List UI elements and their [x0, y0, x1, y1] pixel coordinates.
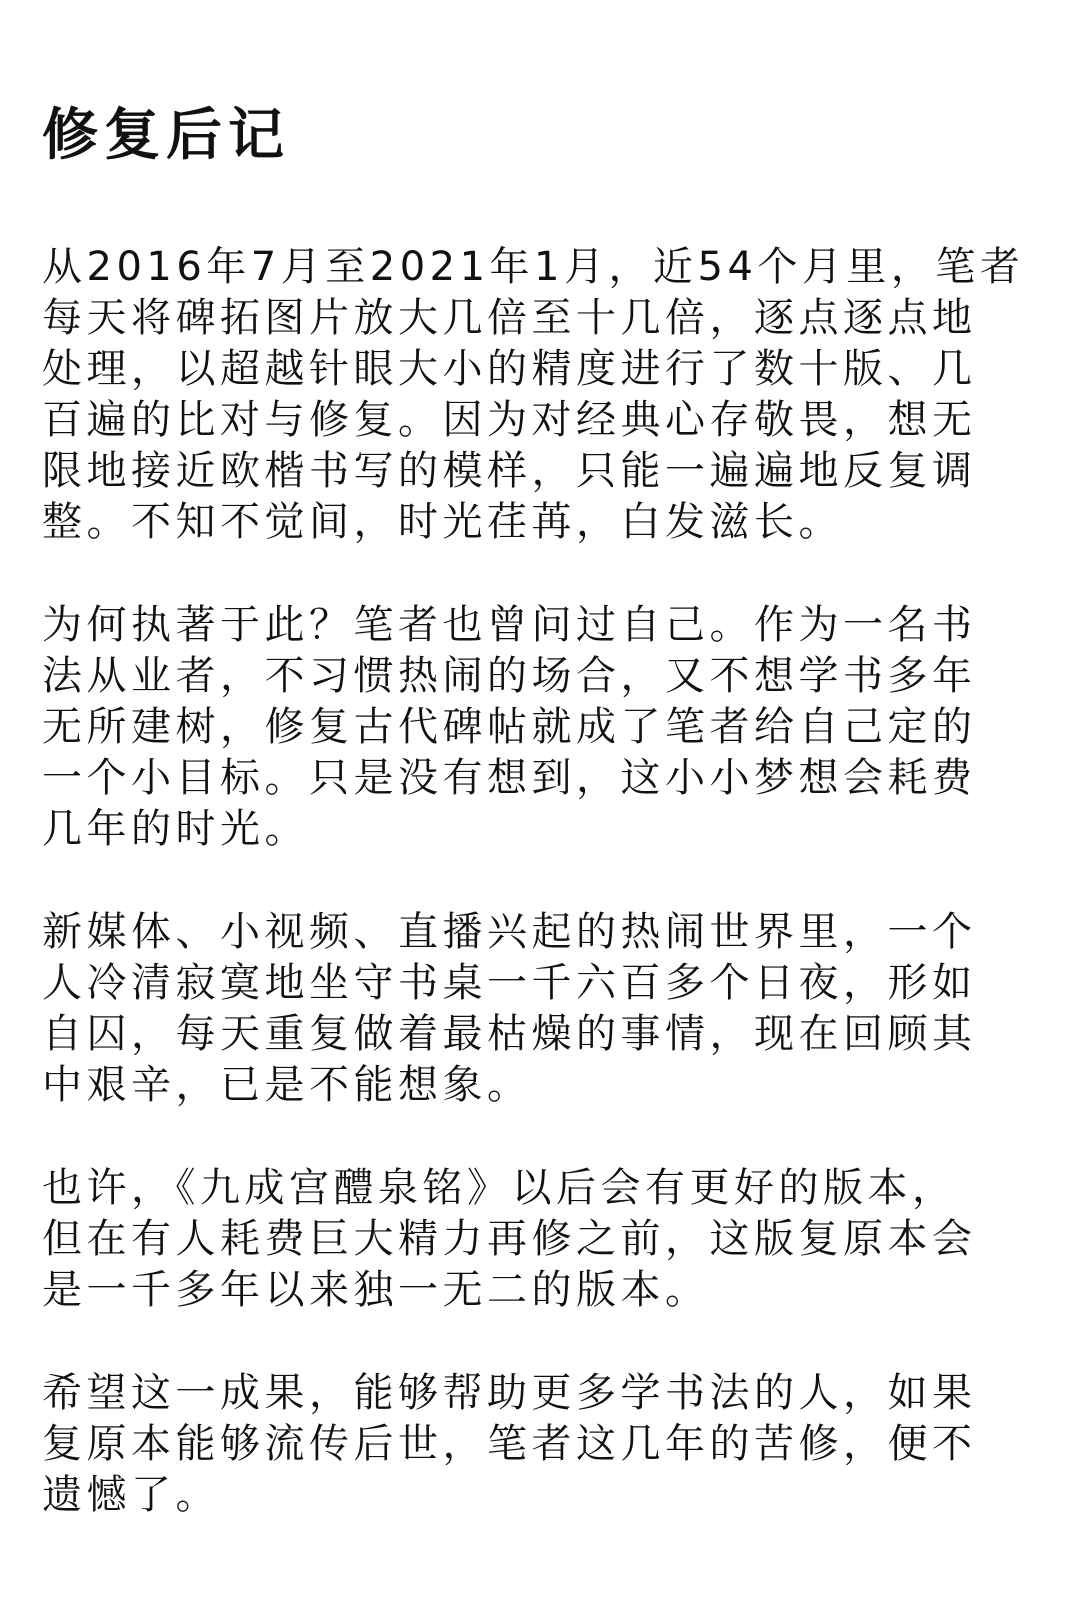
paragraph-3: 新媒体、小视频、直播兴起的热闹世界里，一个 人冷清寂寞地坐守书桌一千六百多个日夜，形如 自囚，每天重复做着最枯燥的事情，现在回顾其 中艰辛，已是不能想象。	[42, 909, 977, 1108]
paragraph-1: 从2016年7月至2021年1月，近54个月里，笔者 每天将碑拓图片放大几倍至十几倍，逐点逐点地 处理，以超越针眼大小的精度进行了数十版、几 百遍的比对与修复。因为对经典心存敬畏，想无 限地接近欧楷书写的模样，只能一遍遍地反复调 整。不知不觉间，时光荏苒，白发滋长。	[42, 244, 1025, 545]
paragraph-2: 为何执著于此？笔者也曾问过自己。作为一名书 法从业者，不习惯热闹的场合，又不想学书多年 无所建树，修复古代碑帖就成了笔者给自己定的 一个小目标。只是没有想到，这小小梦想会耗费 几年的时光。	[42, 602, 977, 852]
paragraph-4: 也许，《九成宫醴泉铭》以后会有更好的版本， 但在有人耗费巨大精力再修之前，这版复原本会 是一千多年以来独一无二的版本。	[42, 1165, 977, 1313]
article-title: 修复后记	[42, 103, 290, 168]
paragraph-5: 希望这一成果，能够帮助更多学书法的人，如果 复原本能够流传后世，笔者这几年的苦修，便不 遗憾了。	[42, 1370, 977, 1518]
